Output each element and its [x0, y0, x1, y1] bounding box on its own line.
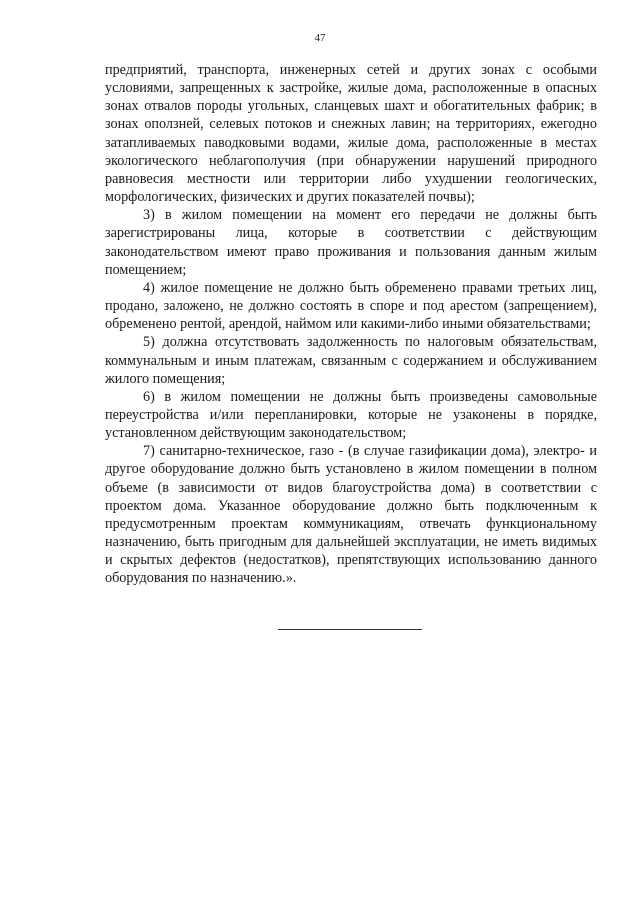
- page-number: 47: [314, 32, 326, 44]
- paragraph-item-3: 3) в жилом помещении на момент его передачи не должны быть зарегистрированы лица, которые в соответствии с действующим законодательством имеют право проживания и пользования данным жилым помещением;: [105, 207, 597, 278]
- paragraph-item-4: 4) жилое помещение не должно быть обременено правами третьих лиц, продано, заложено, не должно состоять в споре и под арестом (запрещением), обременено рентой, арендой, наймом или какими-либо иными обязательствами;: [105, 279, 597, 333]
- end-separator-line: [278, 629, 422, 630]
- paragraph-item-5: 5) должна отсутствовать задолженность по налоговым обязательствам, коммунальным и иным платежам, связанным с содержанием и обслуживанием жилого помещения;: [105, 334, 597, 387]
- paragraph-item-7: 7) санитарно-техническое, газо - (в случае газификации дома), электро- и другое оборудование должно быть установлено в жилом помещении в полном объеме (в зависимости от видов благоустройства дома) в соответствии с проектом дома. Указанное оборудование должно быть подключенным к предусмотренным проектам коммуникациям, отвечать функциональному назначению, быть пригодным для дальнейшей эксплуатации, не иметь видимых и скрытых дефектов (недостатков), препятствующих использованию данного оборудования по назначению.».: [105, 443, 597, 587]
- paragraph-continuation: предприятий, транспорта, инженерных сетей и других зонах с особыми условиями, запрещенных к застройке, жилые дома, расположенные в опасных зонах отвалов породы угольных, сланцевых шахт и обогатительных фабрик; в зонах оползней, селевых потоков и снежных лавин; на территориях, ежегодно затапливаемых паводковыми водами, жилые дома, расположенные в местах экологического неблагополучия (при обнаружении нарушений природного равновесия местности или территории либо ухудшении геологических, морфологических, физических и других показателей почвы);: [105, 62, 597, 206]
- document-body: [105, 61, 597, 588]
- paragraph-item-6: 6) в жилом помещении не должны быть произведены самовольные переустройства и/или перепланировки, которые не узаконены в порядке, установленном действующим законодательством;: [105, 388, 597, 442]
